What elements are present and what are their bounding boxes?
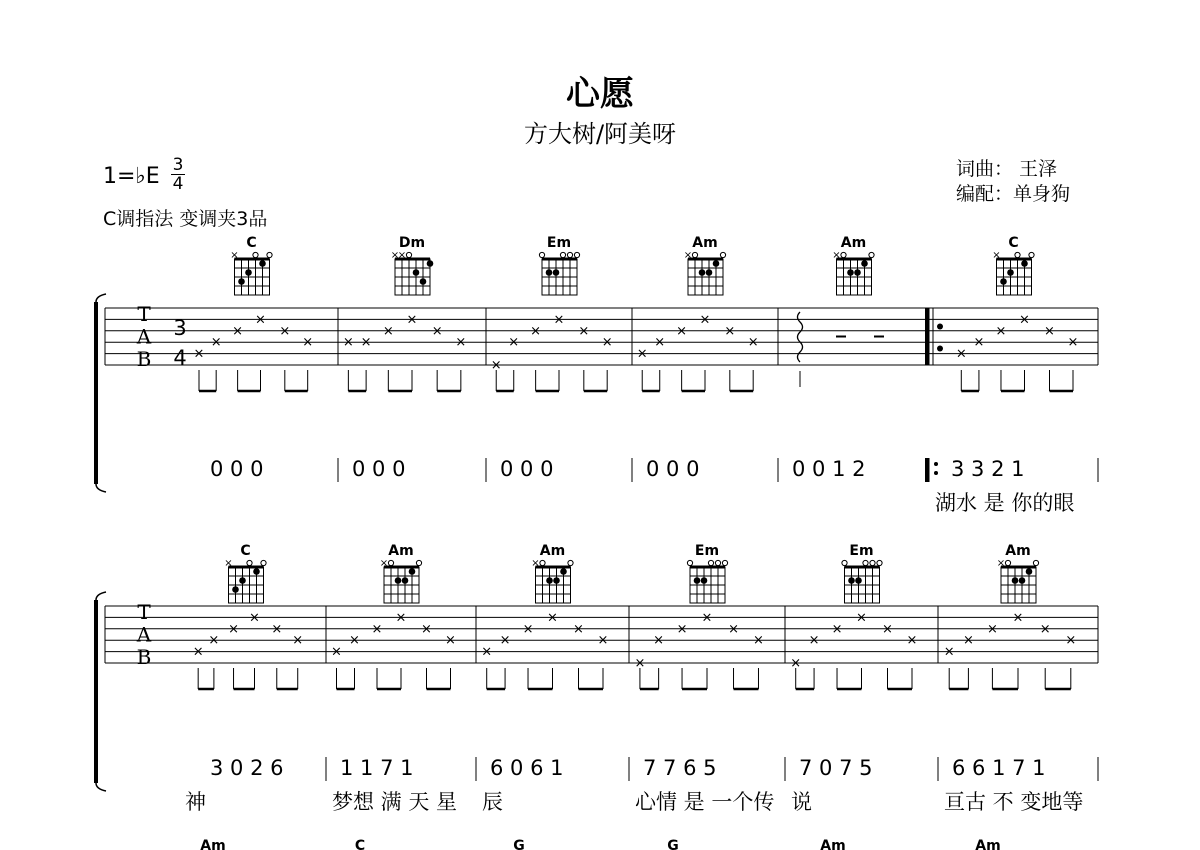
chord-dot (553, 577, 560, 584)
tab-note: × (1012, 610, 1024, 626)
open-string-marker (568, 560, 573, 565)
open-string-marker (687, 560, 692, 565)
tab-note: × (331, 644, 342, 660)
open-string-marker (869, 252, 874, 257)
muted-string-marker: × (230, 250, 239, 261)
tab-note: × (636, 346, 648, 362)
chord-diagram-am (684, 235, 726, 295)
tab-note: × (349, 633, 360, 649)
chord-dot (238, 278, 245, 285)
chord-diagram-em (687, 543, 727, 603)
chord-dot (395, 577, 402, 584)
chord-dot (546, 269, 553, 276)
tab-note: × (208, 633, 220, 649)
tab-note: × (1039, 621, 1051, 637)
tab-time-bottom: 4 (173, 346, 187, 370)
lyric-text: 辰 (482, 790, 503, 814)
chord-diagram-em (539, 235, 579, 295)
chord-dot (861, 260, 868, 267)
jianpu-repeat-dot (934, 471, 938, 475)
lyric-text: 心情 是 一个传 (635, 790, 775, 814)
tab-note: × (192, 644, 204, 660)
chord-diagram-am (997, 543, 1039, 603)
open-string-marker (261, 560, 266, 565)
tab-note: × (445, 633, 456, 649)
tab-note: × (578, 323, 590, 339)
chord-dot (553, 269, 560, 276)
tab-note: × (431, 323, 443, 339)
open-string-marker (1033, 560, 1038, 565)
tab-note: × (962, 633, 974, 649)
chord-name: C (354, 838, 366, 850)
tab-note: × (943, 644, 955, 660)
tab-note: × (808, 633, 820, 649)
open-string-marker (574, 252, 579, 257)
chord-dot (245, 269, 252, 276)
tab-note: × (371, 621, 383, 637)
tab-clef-letter: A (136, 622, 152, 647)
chord-name: Am (840, 235, 867, 251)
chord-dot (420, 278, 427, 285)
time-sig-bottom: 4 (172, 174, 184, 194)
open-string-marker (539, 252, 544, 257)
chord-dot (1019, 577, 1026, 584)
lyricist-credit: 词曲： 王泽 (956, 158, 1058, 180)
open-string-marker (720, 252, 725, 257)
chord-dot (694, 577, 701, 584)
tab-note: × (699, 312, 711, 328)
bracket-hook (96, 294, 106, 302)
chord-name: Em (694, 543, 720, 559)
open-string-marker (406, 252, 411, 257)
tab-note: × (906, 633, 918, 649)
tab-note: × (1044, 323, 1055, 339)
chord-name: Em (546, 235, 572, 251)
jianpu-measure: 0 0 0 (210, 457, 264, 481)
chord-dot (699, 269, 706, 276)
chord-dot (409, 568, 416, 575)
key-signature: 1=♭E (103, 164, 160, 189)
muted-string-marker: × (379, 558, 389, 569)
tab-time-top: 3 (173, 316, 187, 340)
jianpu-measure: 3 3 2 1 (951, 457, 1025, 481)
chord-name: C (246, 235, 257, 251)
tab-clef-letter: B (136, 347, 152, 371)
tab-note: × (508, 335, 520, 351)
chord-dot (560, 568, 567, 575)
muted-string-marker: × (992, 250, 1001, 261)
chord-name: Am (1005, 543, 1031, 559)
open-string-marker (1029, 252, 1034, 257)
chord-dot (701, 577, 708, 584)
open-string-marker (567, 252, 572, 257)
jianpu-measure: 1 1 7 1 (340, 756, 414, 780)
tab-note: × (986, 621, 998, 637)
jianpu-measure: 7 7 6 5 (643, 756, 717, 780)
chord-diagram-am (380, 543, 422, 603)
tab-note: × (292, 633, 304, 649)
repeat-dot (937, 346, 943, 352)
chord-dot (239, 577, 246, 584)
chord-name: Am (820, 838, 846, 850)
open-string-marker (863, 560, 868, 565)
jianpu-measure: 0 0 0 (646, 457, 700, 481)
chord-dot (1026, 568, 1033, 575)
chord-name: Am (975, 838, 1001, 850)
chord-dot (847, 269, 854, 276)
tab-note: × (490, 358, 502, 373)
tab-note: × (302, 335, 314, 351)
tab-clef-letter: B (136, 645, 152, 669)
tab-note: × (654, 335, 666, 351)
tab-note: × (382, 323, 394, 339)
tab-note: × (676, 323, 688, 339)
tab-note: × (634, 656, 646, 671)
chord-diagram-c (992, 235, 1034, 295)
chord-diagram-am (832, 235, 874, 295)
muted-string-marker: × (996, 558, 1006, 569)
tab-note: × (271, 621, 283, 637)
open-string-marker (842, 560, 847, 565)
muted-string-marker: × (683, 250, 693, 261)
tab-clef-letter: T (137, 302, 151, 326)
tab-note: × (856, 610, 867, 626)
open-string-marker (692, 252, 697, 257)
bracket-hook (96, 783, 106, 791)
chord-diagram-c (230, 235, 272, 295)
tab-note: × (701, 610, 713, 626)
chord-diagram-dm (391, 235, 433, 295)
chord-dot (546, 577, 553, 584)
tab-note: × (522, 621, 534, 637)
jianpu-measure: 0 0 0 (500, 457, 554, 481)
tab-note: × (499, 633, 511, 649)
open-string-marker (247, 560, 252, 565)
chord-dot (1012, 577, 1019, 584)
open-string-marker (416, 560, 421, 565)
chord-dot (427, 260, 434, 267)
open-string-marker (870, 560, 875, 565)
jianpu-measure: 0 0 1 2 (792, 457, 866, 481)
open-string-marker (388, 560, 393, 565)
chord-diagram-am (531, 543, 573, 603)
open-string-marker (722, 560, 727, 565)
tab-note: × (360, 335, 372, 351)
open-string-marker (560, 252, 565, 257)
tab-note: × (210, 335, 222, 351)
tab-note: × (553, 312, 565, 328)
jianpu-measure: 7 0 7 5 (799, 756, 873, 780)
tab-note: × (653, 633, 665, 649)
tab-note: × (249, 610, 260, 626)
chord-name: C (1008, 235, 1019, 251)
lyric-text: 说 (791, 790, 812, 814)
tab-note: × (406, 312, 418, 328)
muted-string-marker: × (390, 250, 400, 261)
tab-system-2 (96, 592, 1098, 814)
open-string-marker (877, 560, 882, 565)
tab-note: × (228, 621, 239, 637)
time-sig-top: 3 (172, 155, 184, 175)
tab-note: × (232, 323, 244, 339)
tab-note: × (1065, 633, 1077, 649)
chord-name: Am (200, 838, 226, 850)
bracket-hook (96, 592, 106, 600)
tab-note: × (1067, 335, 1079, 351)
muted-string-marker: × (531, 558, 540, 569)
artist-name: 方大树/阿美呀 (523, 120, 677, 148)
open-string-marker (708, 560, 713, 565)
open-string-marker (715, 560, 720, 565)
tab-note: × (573, 621, 584, 637)
open-string-marker (1005, 560, 1010, 565)
tab-note: × (676, 621, 688, 637)
tab-note: × (597, 633, 609, 649)
tab-note: × (342, 335, 354, 351)
chord-dot (713, 260, 720, 267)
lyric-text: 湖水 是 你的眼 (935, 491, 1075, 515)
chord-name: Dm (398, 235, 426, 251)
jianpu-measure: 0 0 0 (352, 457, 406, 481)
tab-clef-letter: T (137, 600, 151, 624)
tab-note: × (1019, 312, 1030, 328)
tab-note: × (995, 323, 1007, 339)
tab-note: × (421, 621, 432, 637)
chord-name: Am (692, 235, 718, 251)
capo-info: C调指法 变调夹3品 (103, 208, 268, 230)
tab-note: × (395, 610, 407, 626)
chord-dot (232, 586, 239, 593)
chord-diagram-em (842, 543, 882, 603)
chord-name: Am (388, 543, 414, 559)
open-string-marker (841, 252, 846, 257)
open-string-marker (253, 252, 258, 257)
bracket-hook (96, 484, 106, 492)
jianpu-measure: 6 0 6 1 (490, 756, 564, 780)
muted-string-marker: × (397, 250, 407, 261)
tab-note: × (973, 335, 985, 351)
jianpu-measure: 3 0 2 6 (210, 756, 284, 780)
chord-dot (253, 568, 260, 575)
jianpu-measure: 6 6 1 7 1 (952, 756, 1046, 780)
tab-clef-letter: A (136, 324, 152, 349)
tab-note: × (747, 335, 759, 351)
arranger-credit: 编配：单身狗 (956, 183, 1071, 205)
chord-name: G (667, 838, 679, 850)
song-title: 心愿 (566, 74, 634, 114)
chord-name: Em (849, 543, 874, 559)
tab-note: × (728, 621, 739, 637)
lyric-text: 亘古 不 变地等 (944, 790, 1084, 814)
tab-note: × (547, 610, 558, 626)
tab-note: × (790, 656, 802, 671)
chord-dot (706, 269, 713, 276)
chord-name: Am (539, 543, 566, 559)
tab-note: × (455, 335, 467, 351)
tab-note: × (193, 346, 205, 362)
tab-note: × (530, 323, 542, 339)
chord-diagram-c (224, 543, 266, 603)
tab-note: × (753, 633, 764, 649)
open-string-marker (540, 560, 545, 565)
muted-string-marker: × (832, 250, 841, 261)
muted-string-marker: × (224, 558, 233, 569)
chord-name: G (513, 838, 525, 850)
chord-dot (1007, 269, 1014, 276)
lyric-text: 梦想 满 天 星 (332, 790, 458, 814)
lyric-text: 神 (185, 790, 206, 814)
open-string-marker (1015, 252, 1020, 257)
chord-dot (848, 577, 855, 584)
tab-note: × (831, 621, 843, 637)
open-string-marker (267, 252, 272, 257)
tab-note: × (255, 312, 266, 328)
tab-note: × (601, 335, 613, 351)
chord-dot (1000, 278, 1007, 285)
tab-system-1 (96, 294, 1098, 515)
tab-note: × (279, 323, 291, 339)
tab-note: × (724, 323, 736, 339)
chord-dot (402, 577, 409, 584)
chord-name: C (240, 543, 251, 559)
chord-dot (259, 260, 266, 267)
jianpu-repeat-dot (934, 462, 938, 466)
chord-dot (855, 577, 862, 584)
tab-note: × (882, 621, 893, 637)
tab-note: × (955, 346, 967, 362)
chord-dot (1021, 260, 1028, 267)
chord-dot (854, 269, 861, 276)
tab-note: × (481, 644, 493, 660)
chord-dot (413, 269, 420, 276)
repeat-dot (937, 324, 943, 330)
